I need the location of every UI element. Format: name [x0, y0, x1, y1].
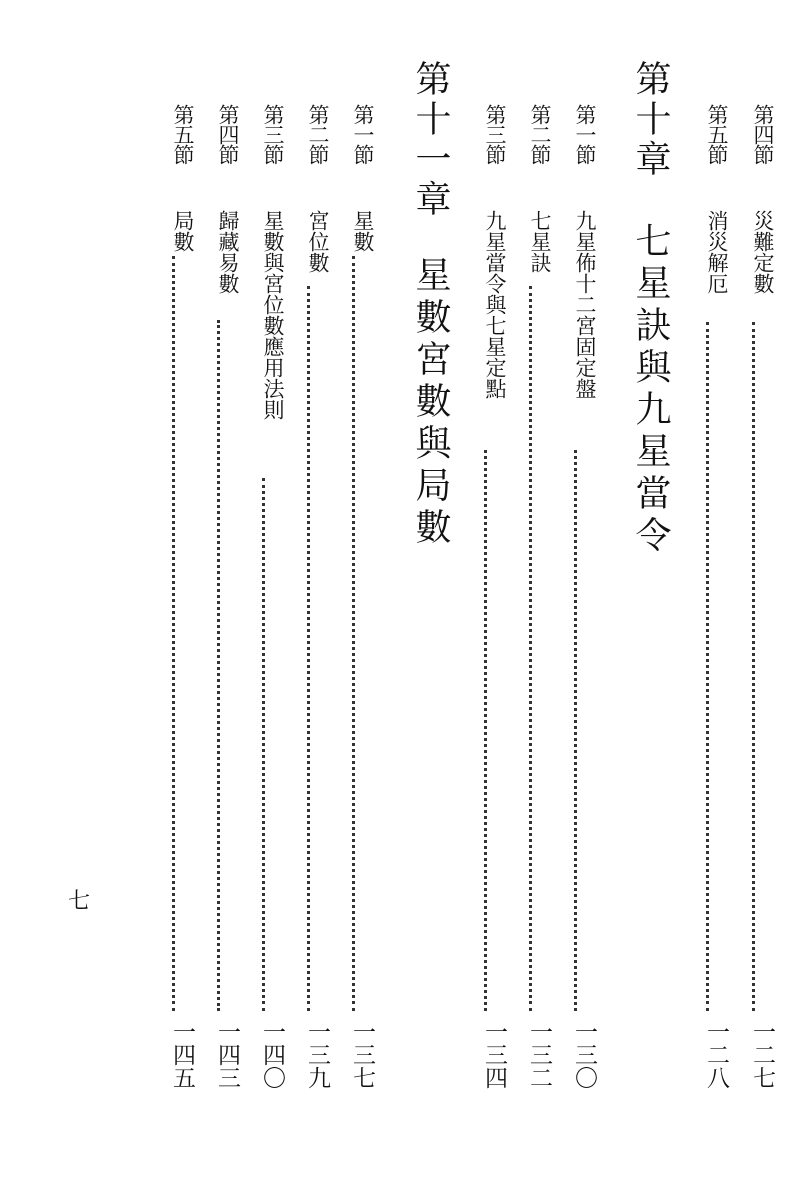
page-ref: 一三四 — [481, 1020, 507, 1089]
section-number: 第五節 — [705, 104, 729, 164]
page-ref: 一四三 — [214, 1020, 240, 1089]
toc-entry[interactable] — [243, 0, 283, 1181]
chapter-number: 第十一章 — [410, 60, 451, 220]
toc-entry[interactable] — [333, 0, 373, 1181]
page-ref: 一三〇 — [571, 1020, 597, 1089]
dot-leader — [465, 450, 505, 1011]
toc-entry[interactable] — [733, 0, 773, 1181]
chapter-heading — [612, 0, 671, 1181]
page-ref: 一二八 — [703, 1020, 729, 1089]
section-number: 第二節 — [306, 104, 330, 164]
page-number: 七 — [68, 889, 91, 914]
section-number: 第四節 — [751, 104, 775, 164]
section-number: 第五節 — [171, 104, 195, 164]
chapter-title: 星數宮數與局數 — [410, 256, 451, 550]
section-number: 第二節 — [528, 104, 552, 164]
toc-entry[interactable] — [510, 0, 550, 1181]
section-number: 第一節 — [351, 104, 375, 164]
section-title: 歸藏易數 — [216, 210, 240, 294]
dot-leader — [733, 322, 773, 1011]
section-title: 消災解厄 — [705, 210, 729, 294]
toc-entry[interactable] — [465, 0, 505, 1181]
dot-leader — [333, 256, 373, 1011]
chapter-heading — [392, 0, 451, 1181]
dot-leader — [555, 450, 595, 1011]
dot-leader — [288, 286, 328, 1011]
toc-entry[interactable] — [153, 0, 193, 1181]
section-title: 宮位數 — [306, 210, 330, 273]
dot-leader — [153, 256, 193, 1011]
section-number: 第四節 — [216, 104, 240, 164]
page-ref: 一四〇 — [259, 1020, 285, 1089]
page-ref: 一三二 — [526, 1020, 552, 1089]
page-ref: 一四五 — [169, 1020, 195, 1089]
dot-leader — [243, 478, 283, 1011]
dot-leader — [687, 322, 727, 1011]
section-number: 第三節 — [483, 104, 507, 164]
section-title: 星數 — [351, 210, 375, 252]
toc-entry[interactable] — [687, 0, 727, 1181]
section-title: 九星當令與七星定點 — [483, 210, 507, 399]
page-ref: 一二七 — [749, 1020, 775, 1089]
section-number: 第一節 — [573, 104, 597, 164]
toc-entry[interactable] — [555, 0, 595, 1181]
chapter-title: 七星訣與九星當令 — [630, 222, 671, 558]
chapter-number: 第十章 — [630, 60, 671, 180]
toc-entry[interactable] — [198, 0, 238, 1181]
section-title: 九星佈十二宮固定盤 — [573, 210, 597, 399]
toc-entry[interactable] — [288, 0, 328, 1181]
dot-leader — [198, 320, 238, 1011]
section-title: 七星訣 — [528, 210, 552, 273]
section-number: 第三節 — [261, 104, 285, 164]
page-ref: 一三九 — [304, 1020, 330, 1089]
dot-leader — [510, 286, 550, 1011]
section-title: 災難定數 — [751, 210, 775, 294]
page-ref: 一三七 — [349, 1020, 375, 1089]
section-title: 星數與宮位數應用法則 — [261, 210, 285, 420]
section-title: 局數 — [171, 210, 195, 252]
